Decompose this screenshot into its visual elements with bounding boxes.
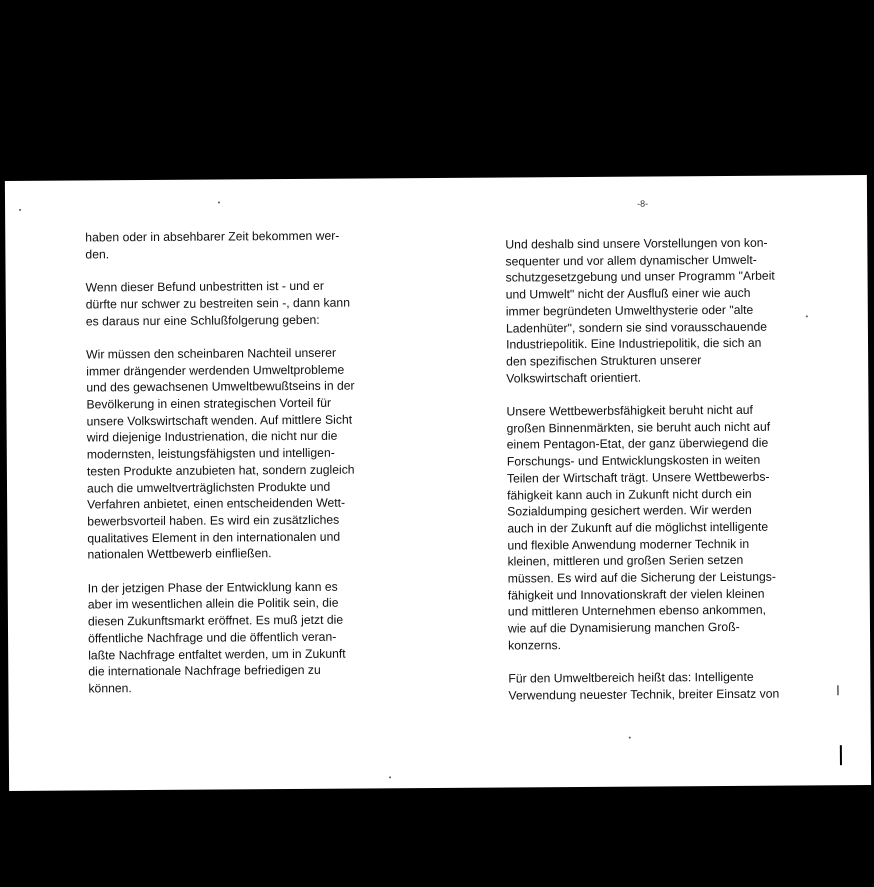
text-line: Wenn dieser Befund unbestritten ist - und er	[85, 278, 324, 295]
scan-speck	[218, 202, 220, 204]
paragraph	[505, 234, 806, 386]
text-line: fähigkeit kann auch in Zukunft nicht durch ein	[507, 486, 752, 503]
scan-artifact-line	[840, 745, 842, 765]
text-line: Bevölkerung in einen strategischen Vorteil für	[86, 395, 332, 412]
text-line: und flexible Anwendung moderner Technik in	[507, 536, 750, 553]
text-line: laßte Nachfrage entfaltet werden, um in Zukunft	[88, 646, 346, 662]
text-line: und mittleren Unternehmen ebenso ankommen,	[507, 603, 767, 619]
text-line: Ladenhüter", sondern sie sind vorausschauende	[505, 319, 768, 336]
text-line: den spezifischen Strukturen unserer	[506, 353, 702, 369]
text-line: aber im wesentlichen allein die Politik sein, die	[87, 596, 339, 612]
scan-speck	[19, 209, 21, 211]
left-text-column	[85, 227, 388, 713]
text-line: Wir müssen den scheinbaren Nachteil unserer	[86, 345, 337, 362]
paragraph	[86, 344, 388, 563]
text-line: wie auf die Dynamisierung manchen Groß-	[507, 620, 740, 636]
text-line: immer begründeten Umwelthysterie oder "alte	[505, 302, 754, 319]
paragraph	[85, 227, 385, 262]
text-line: testen Produkte anzubieten hat, sondern zugleich	[86, 462, 355, 479]
right-text-column	[505, 234, 808, 720]
text-line: schutzgesetzgebung und unser Programm "Arbeit	[505, 269, 775, 285]
scan-speck	[629, 737, 631, 739]
page-number: -8-	[637, 198, 649, 209]
text-line: und Umwelt" nicht der Ausfluß einer wie auch	[505, 285, 751, 302]
scan-speck	[389, 776, 391, 778]
text-line: auch in der Zukunft auf die möglichst intelligente	[507, 519, 769, 536]
text-line: den.	[85, 246, 110, 262]
text-line: einem Pentagon-Etat, der ganz überwiegend die	[506, 436, 769, 452]
text-line: immer drängender werdenden Umweltprobleme	[86, 362, 345, 379]
scanned-page	[5, 175, 871, 791]
paragraph	[508, 669, 808, 704]
text-line: die internationale Nachfrage befriedigen zu	[88, 663, 321, 679]
scan-artifact-line	[837, 685, 838, 695]
text-line: wird diejenige Industrienation, die nicht nur die	[86, 429, 338, 445]
text-line: modernsten, leistungsfähigsten und intelligen-	[86, 445, 335, 462]
text-line: diesen Zukunftsmarkt eröffnet. Es muß jetzt die	[87, 612, 344, 629]
text-line: Sozialdumping gesichert werden. Wir werden	[507, 503, 752, 519]
text-line: Verfahren anbietet, einen entscheidenden Wett-	[87, 495, 346, 512]
text-line: unsere Volkswirtschaft wenden. Auf mittlere Sicht	[86, 412, 353, 429]
text-line: sequenter und vor allem dynamischer Umwelt-	[505, 252, 757, 269]
paragraph	[506, 401, 808, 654]
text-line: nationalen Wettbewerb einfließen.	[87, 546, 272, 562]
text-line: Industriepolitik. Eine Industriepolitik, die sich an	[505, 335, 762, 352]
text-line: müssen. Es wird auf die Sicherung der Leistungs-	[507, 569, 776, 586]
paragraph	[86, 277, 386, 329]
text-line: Volkswirtschaft orientiert.	[506, 370, 642, 386]
text-line: können.	[88, 681, 132, 696]
text-line: konzerns.	[508, 638, 562, 653]
text-line: kleinen, mittleren und großen Serien setzen	[507, 553, 744, 569]
text-line: Und deshalb sind unsere Vorstellungen von kon-	[505, 235, 768, 252]
text-line: dürfte nur schwer zu bestreiten sein -, dann kann	[85, 295, 351, 312]
text-line: In der jetzigen Phase der Entwicklung kann es	[87, 579, 338, 596]
text-line: qualitatives Element in den internationalen und	[87, 529, 341, 546]
text-line: Teilen der Wirtschaft trägt. Unsere Wettbewerbs-	[506, 469, 770, 486]
paragraph	[88, 578, 389, 697]
text-line: Verwendung neuester Technik, breiter Einsatz von	[508, 686, 780, 703]
text-line: großen Binnenmärkten, sie beruht auch nicht auf	[506, 419, 771, 436]
text-line: bewerbsvorteil haben. Es wird ein zusätzliches	[87, 512, 340, 529]
text-line: auch die umweltverträglichsten Produkte und	[86, 479, 331, 495]
text-line: fähigkeit und Innovationskraft der vielen kleinen	[507, 586, 765, 603]
text-line: es daraus nur eine Schlußfolgerung geben:	[85, 312, 320, 328]
text-line: öffentliche Nachfrage und die öffentlich veran-	[88, 629, 337, 646]
text-line: Forschungs- und Entwicklungskosten in weiten	[506, 452, 761, 469]
text-line: Für den Umweltbereich heißt das: Intelligente	[508, 670, 754, 686]
text-line: haben oder in absehbarer Zeit bekommen wer-	[85, 228, 340, 245]
scan-speck	[806, 315, 808, 317]
text-line: und des gewachsenen Umweltbewußtseins in der	[86, 378, 355, 395]
text-line: Unsere Wettbewerbsfähigkeit beruht nicht auf	[506, 402, 753, 419]
